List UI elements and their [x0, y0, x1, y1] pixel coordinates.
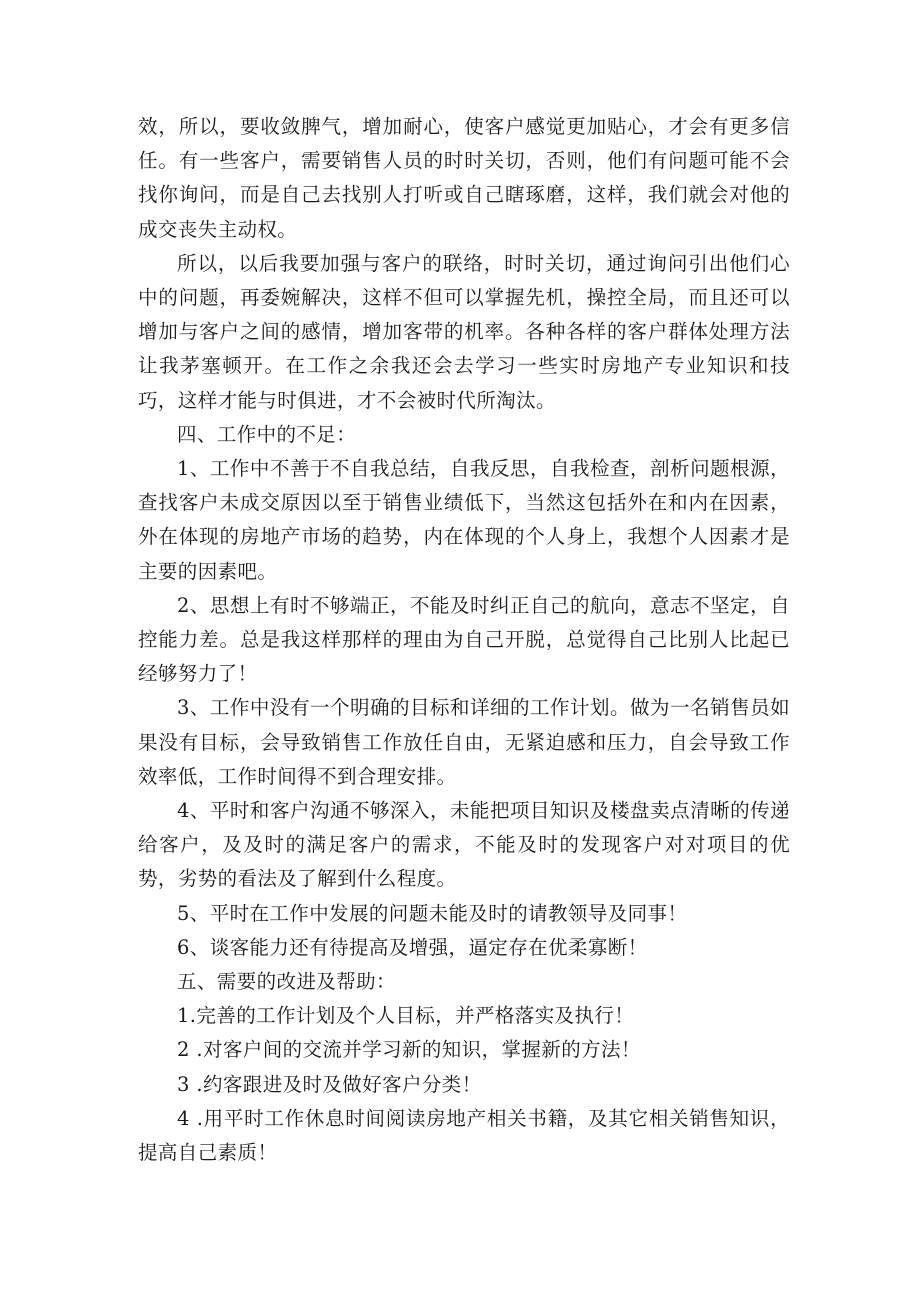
list-item-shortcoming-5: 5、平时在工作中发展的问题未能及时的请教领导及同事！	[177, 901, 688, 925]
list-item-shortcoming-6: 6、谈客能力还有待提高及增强，逼定存在优柔寡断！	[177, 935, 648, 959]
list-item-improvement-1: 1.完善的工作计划及个人目标，并严格落实及执行！	[177, 1004, 635, 1028]
section-heading-improvements: 五、需要的改进及帮助：	[177, 970, 396, 994]
paragraph-continuation: 效，所以，要收敛脾气，增加耐心，使客户感觉更加贴心，才会有更多信任。有一些客户，需要销售人员的时时关切，否则，他们有问题可能不会找你询问，而是自己去找别人打听或自己瞎琢磨，这样，我们就会对他的成交丧失主动权。	[138, 115, 790, 241]
list-item-improvement-3: 3 .约客跟进及时及做好客户分类！	[177, 1072, 482, 1096]
list-item-shortcoming-3: 3、工作中没有一个明确的目标和详细的工作计划。做为一名销售员如果没有目标，会导致销售工作放任自由，无紧迫感和压力，自会导致工作效率低，工作时间得不到合理安排。	[138, 696, 790, 788]
list-item-improvement-2: 2 .对客户间的交流并学习新的知识，掌握新的方法！	[177, 1038, 641, 1062]
list-item-shortcoming-4: 4、平时和客户沟通不够深入，未能把项目知识及楼盘卖点清晰的传递给客户，及及时的满足客户的需求，不能及时的发现客户对对项目的优势，劣势的看法及了解到什么程度。	[138, 799, 790, 891]
list-item-shortcoming-2: 2、思想上有时不够端正，不能及时纠正自己的航向，意志不坚定，自控能力差。总是我这样那样的理由为自己开脱，总觉得自己比别人比起已经够努力了！	[138, 593, 790, 686]
list-item-shortcoming-1: 1、工作中不善于不自我总结，自我反思，自我检查，剖析问题根源，查找客户未成交原因以至于销售业绩低下，当然这包括外在和内在因素，外在体现的房地产市场的趋势，内在体现的个人身上，我想个人因素才是主要的因素吧。	[138, 457, 790, 583]
paragraph-customer-contact: 所以，以后我要加强与客户的联络，时时关切，通过询问引出他们心中的问题，再委婉解决，这样不但可以掌握先机，操控全局，而且还可以增加与客户之间的感情，增加客带的机率。各种各样的客户群体处理方法让我茅塞顿开。在工作之余我还会去学习一些实时房地产专业知识和技巧，这样才能与时俱进，才不会被时代所淘汰。	[138, 251, 790, 412]
section-heading-shortcomings: 四、工作中的不足：	[177, 422, 357, 446]
document-body	[138, 110, 790, 1170]
list-item-improvement-4: 4 .用平时工作休息时间阅读房地产相关书籍，及其它相关销售知识，提高自己素质！	[138, 1106, 790, 1165]
